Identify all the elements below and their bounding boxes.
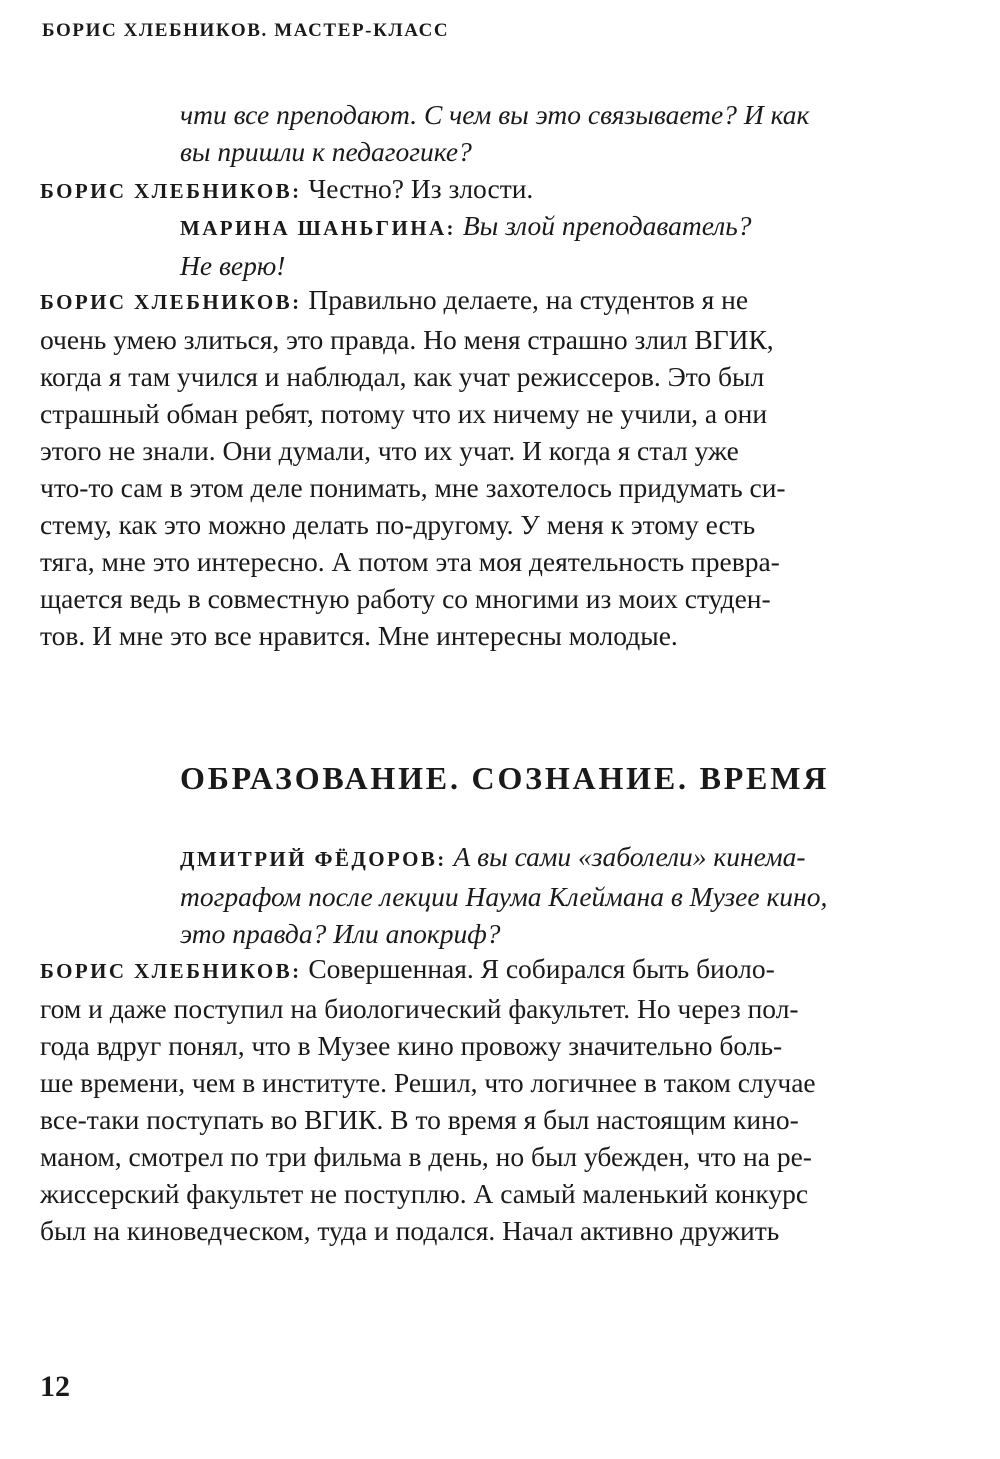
- text-line: вы пришли к педагогике?: [180, 136, 472, 167]
- speaker-label: БОРИС ХЛЕБНИКОВ:: [40, 959, 302, 983]
- question-2: [180, 207, 752, 284]
- text-line: все-таки поступать во ВГИК. В то время я был настоящим кино-: [40, 1104, 799, 1135]
- text-line: тографом после лекции Наума Клеймана в Музее кино,: [180, 881, 828, 912]
- text-line: [40, 950, 816, 990]
- text-line: [180, 838, 827, 878]
- answer-1: [40, 170, 533, 210]
- text-line: жиссерский факультет не поступлю. А самый маленький конкурс: [40, 1178, 809, 1209]
- page-number: 12: [40, 1370, 70, 1403]
- text-line: это правда? Или апокриф?: [180, 918, 501, 949]
- answer-2: [40, 281, 786, 654]
- text-line: чти все преподают. С чем вы это связываете? И как: [180, 99, 810, 130]
- text-line: ше времени, чем в институте. Решил, что логичнее в таком случае: [40, 1067, 816, 1098]
- text-line: [180, 207, 752, 247]
- text-line: тяга, мне это интересно. А потом эта моя деятельность превра-: [40, 546, 780, 577]
- text-line: года вдруг понял, что в Музее кино провожу значительно боль-: [40, 1030, 783, 1061]
- text-line: [40, 170, 533, 210]
- answer-text: Совершенная. Я собирался быть биоло-: [301, 953, 775, 984]
- text-line: тов. И мне это все нравится. Мне интересны молодые.: [40, 620, 678, 651]
- text-line: когда я там учился и наблюдал, как учат режиссеров. Это был: [40, 361, 765, 392]
- text-line: маном, смотрел по три фильма в день, но был убежден, что на ре-: [40, 1141, 812, 1172]
- answer-3: [40, 950, 816, 1249]
- speaker-label: БОРИС ХЛЕБНИКОВ:: [40, 290, 302, 314]
- speaker-label: БОРИС ХЛЕБНИКОВ:: [40, 179, 302, 203]
- speaker-label: МАРИНА ШАНЬГИНА:: [180, 216, 456, 240]
- text-line: гом и даже поступил на биологический факультет. Но через пол-: [40, 993, 799, 1024]
- question-text: Вы злой преподаватель?: [455, 210, 752, 241]
- question-3: [180, 838, 827, 952]
- text-line: [40, 281, 786, 321]
- text-line: стему, как это можно делать по-другому. У меня к этому есть: [40, 509, 756, 540]
- text-line: был на киноведческом, туда и подался. Начал активно дружить: [40, 1215, 780, 1246]
- section-title: ОБРАЗОВАНИЕ. СОЗНАНИЕ. ВРЕМЯ: [180, 760, 830, 796]
- text-line: что-то сам в этом деле понимать, мне захотелось придумать си-: [40, 472, 786, 503]
- text-line: щается ведь в совместную работу со многими из моих студен-: [40, 583, 771, 614]
- text-line: страшный обман ребят, потому что их ничему не учили, а они: [40, 398, 768, 429]
- text-line: очень умею злиться, это правда. Но меня страшно злил ВГИК,: [40, 324, 774, 355]
- running-head: БОРИС ХЛЕБНИКОВ. МАСТЕР-КЛАСС: [42, 20, 450, 41]
- answer-text: Правильно делаете, на студентов я не: [301, 284, 749, 315]
- answer-text: Честно? Из злости.: [301, 173, 534, 204]
- text-line: этого не знали. Они думали, что их учат. И когда я стал уже: [40, 435, 739, 466]
- question-1: [180, 96, 809, 170]
- question-text: А вы сами «заболели» кинема-: [446, 841, 806, 872]
- speaker-label: ДМИТРИЙ ФЁДОРОВ:: [180, 847, 447, 871]
- text-line: Не верю!: [180, 250, 286, 281]
